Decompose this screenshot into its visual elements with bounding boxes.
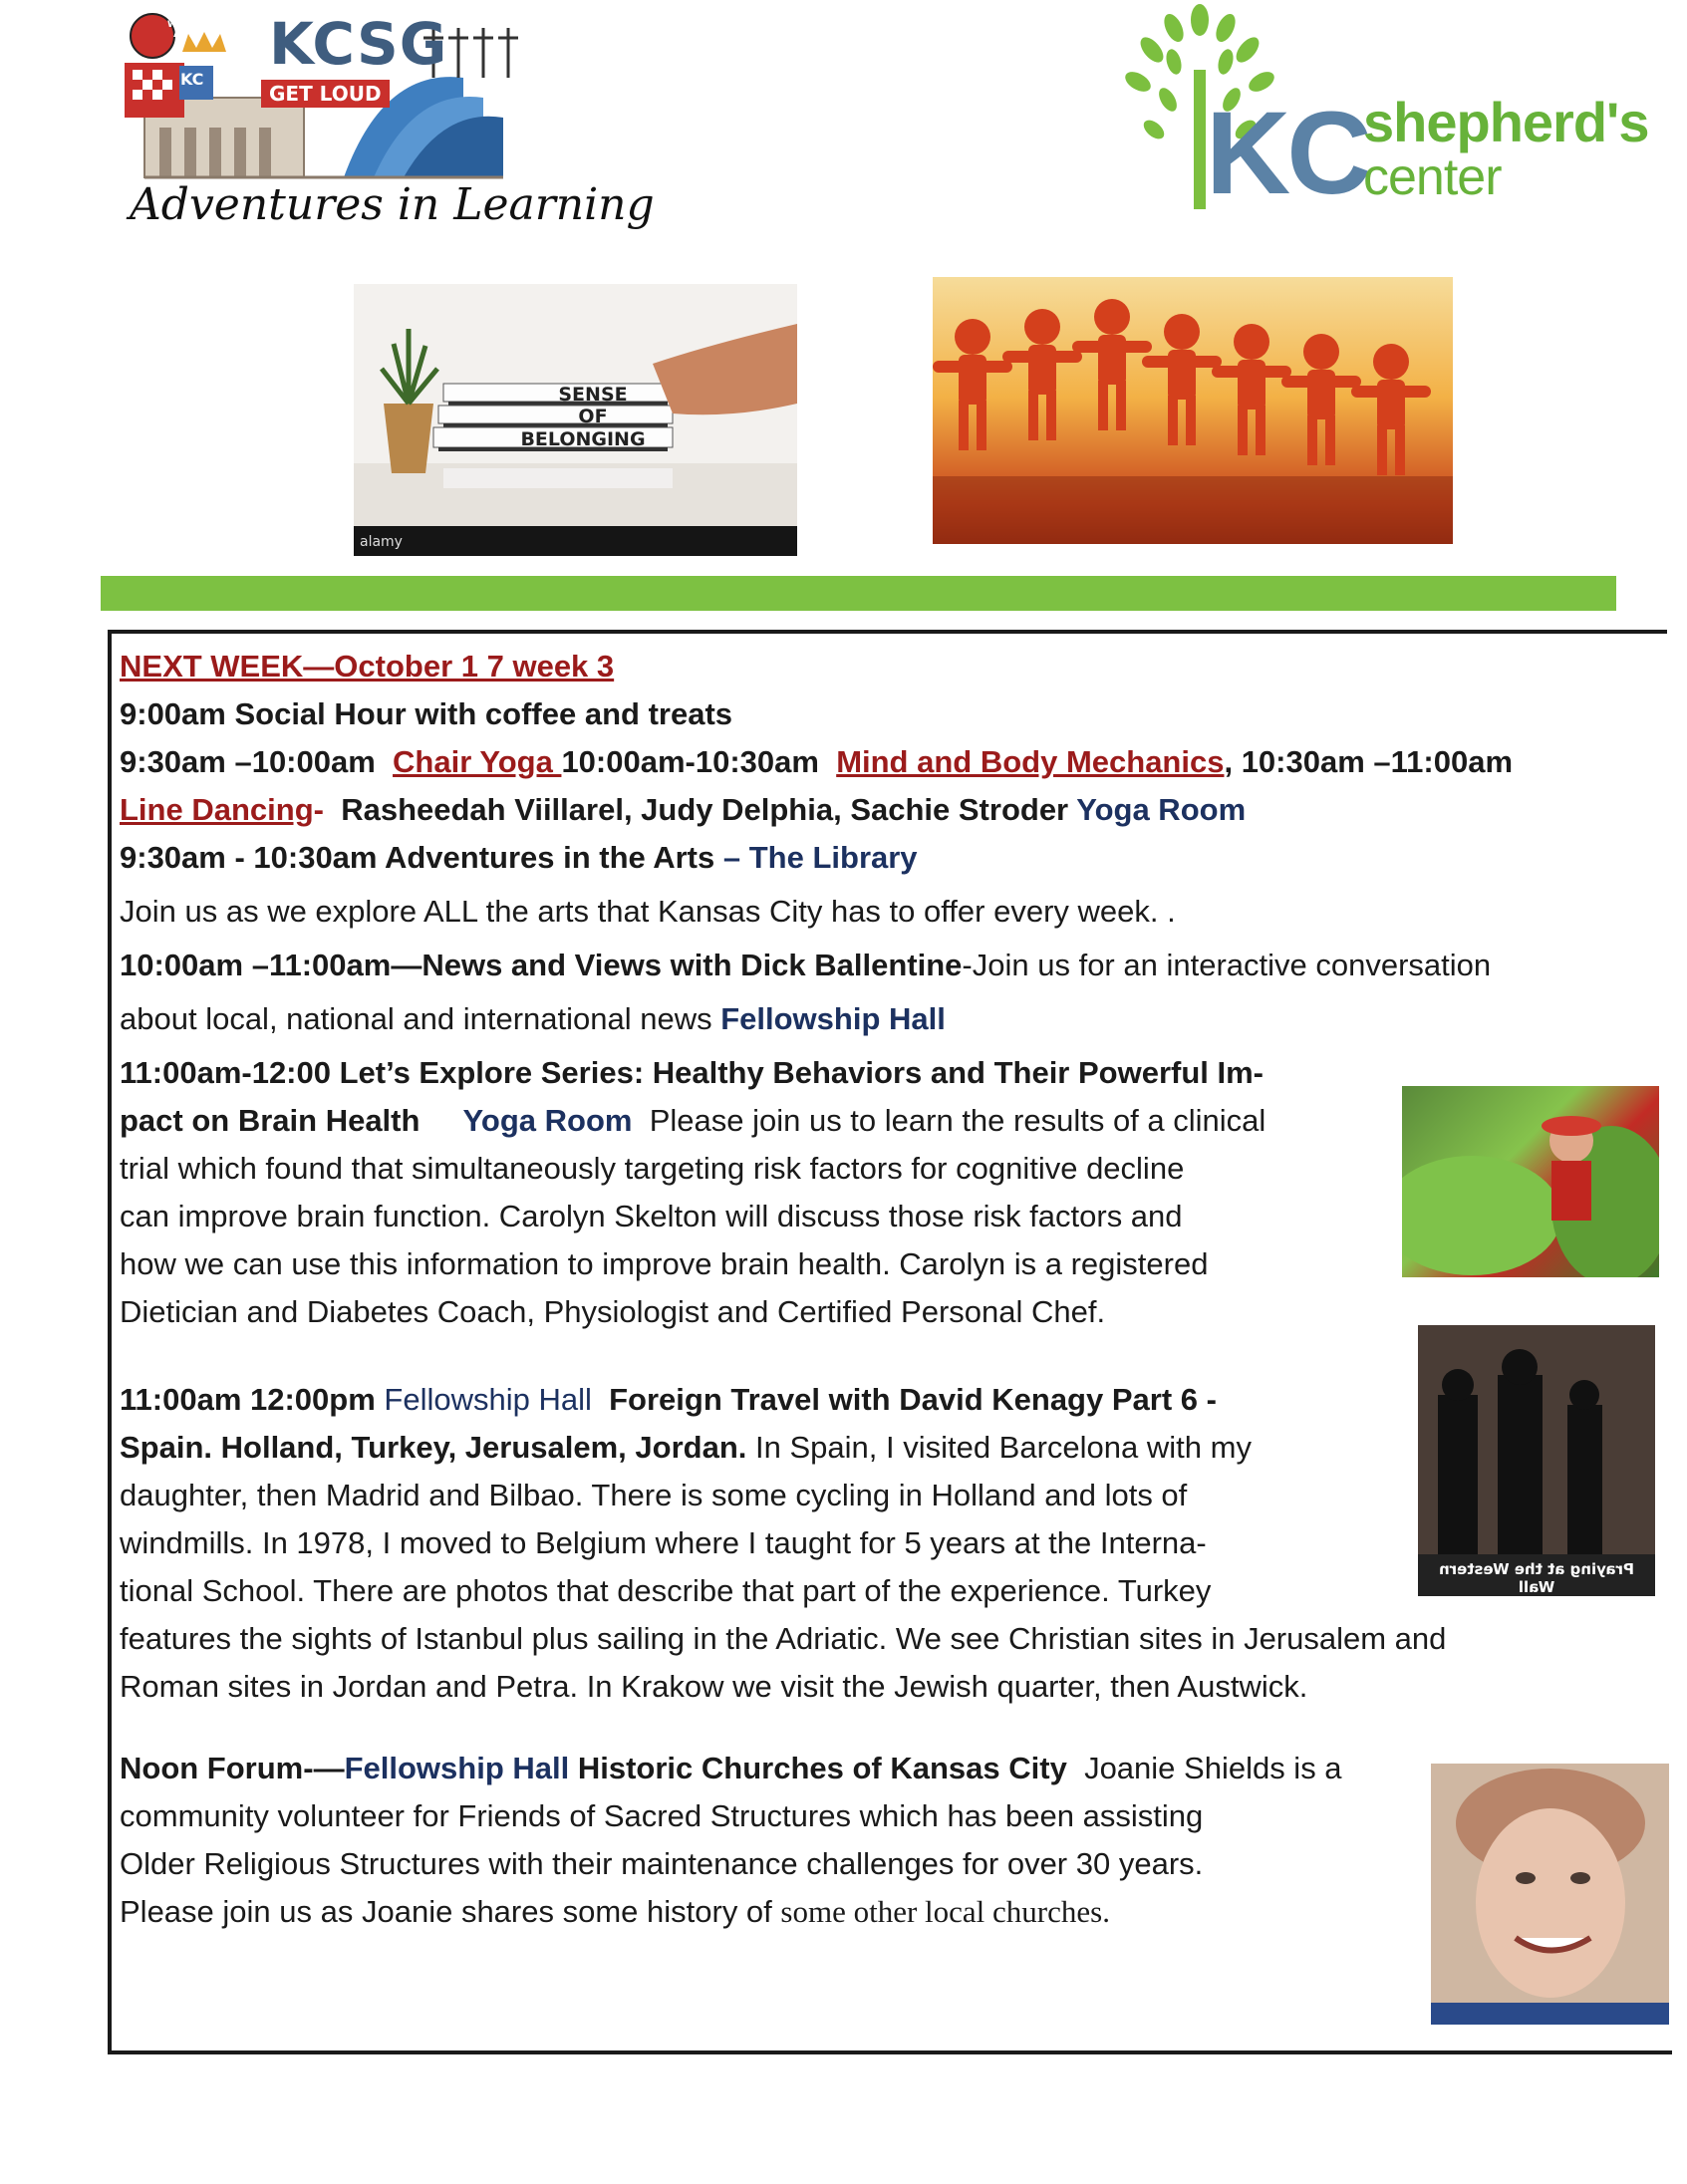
kcsg-title: KCSG (269, 10, 448, 78)
noon-desc-4b: some other local churches. (780, 1894, 1110, 1929)
travel-line-2 (120, 1424, 1252, 1472)
noon-label: Noon Forum-— (120, 1751, 345, 1785)
western-wall-caption: Praying at the Western Wall (1439, 1560, 1634, 1596)
news-location: Fellowship Hall (720, 1001, 946, 1036)
image-watermark: alamy (360, 534, 403, 550)
western-wall-photo (1418, 1325, 1655, 1596)
belonging-line-2: OF (578, 406, 608, 427)
woman-with-plants-photo (1402, 1086, 1659, 1277)
shepherds-center-word: center (1363, 148, 1502, 206)
line-dancing: Line Dancing (120, 792, 314, 827)
brain-desc-3: can improve brain function. Carolyn Skelton will discuss those risk factors and (120, 1199, 1183, 1233)
chair-yoga: Chair Yoga (393, 744, 562, 779)
social-hour: 9:00am Social Hour with coffee and treats (120, 696, 733, 731)
news-title: 10:00am –11:00am—News and Views with Dick Ballentine (120, 948, 963, 982)
travel-desc-3: windmills. In 1978, I moved to Belgium where I taught for 5 years at the Interna- (120, 1525, 1207, 1560)
mind-time: 10:00am-10:30am (561, 744, 819, 779)
joanie-portrait-illustration (1431, 1764, 1669, 2025)
brain-title-1: 11:00am-12:00 Let’s Explore Series: Healthy Behaviors and Their Powerful Im- (120, 1055, 1264, 1090)
kc-badge: KC (180, 70, 204, 89)
noon-title: Historic Churches of Kansas City (577, 1751, 1067, 1785)
yoga-time: 9:30am –10:00am (120, 744, 376, 779)
shepherds-name: shepherd's (1363, 91, 1649, 153)
joanie-shields-photo (1431, 1764, 1669, 2025)
line-dancing-line (120, 786, 1246, 834)
paper-people-illustration (933, 277, 1453, 544)
arts-location: – The Library (722, 840, 918, 875)
news-line-1 (120, 942, 1491, 989)
line-dancing-dash: - (313, 792, 324, 827)
travel-desc-2: daughter, then Madrid and Bilbao. There is some cycling in Holland and lots of (120, 1478, 1188, 1512)
arts-description: Join us as we explore ALL the arts that Kansas City has to offer every week. . (120, 894, 1176, 929)
travel-location: Fellowship Hall (384, 1382, 592, 1417)
belonging-line-3: BELONGING (520, 428, 646, 450)
news-desc-1: -Join us for an interactive conversation (962, 948, 1492, 982)
western-wall-illustration (1418, 1325, 1655, 1596)
noon-line-1 (120, 1745, 1342, 1792)
noon-desc-2: community volunteer for Friends of Sacred Structures which has been assisting (120, 1798, 1204, 1833)
arts-title: 9:30am - 10:30am Adventures in the Arts (120, 840, 715, 875)
yoga-room-location: Yoga Room (1076, 792, 1247, 827)
line-dancing-time: , 10:30am –11:00am (1224, 744, 1514, 779)
news-line-2 (120, 995, 946, 1043)
arts-line (120, 834, 918, 882)
brain-desc-1: Please join us to learn the results of a clinical (649, 1103, 1266, 1138)
noon-desc-3: Older Religious Structures with their maintenance challenges for over 30 years. (120, 1846, 1204, 1881)
mind-body-mechanics: Mind and Body Mechanics (836, 744, 1225, 779)
schedule-box-bottom-border (108, 2050, 1672, 2054)
woman-plants-illustration (1402, 1086, 1659, 1277)
brain-location: Yoga Room (462, 1103, 633, 1138)
noon-desc-4a: Please join us as Joanie shares some history of (120, 1894, 781, 1929)
noon-desc-1: Joanie Shields is a (1084, 1751, 1342, 1785)
travel-desc-6: Roman sites in Jordan and Petra. In Krakow we visit the Jewish quarter, then Austwick. (120, 1669, 1308, 1704)
noon-location: Fellowship Hall (344, 1751, 570, 1785)
instructors: Rasheedah Viillarel, Judy Delphia, Sachie Stroder (341, 792, 1069, 827)
sense-of-belonging-image (354, 284, 797, 556)
travel-desc-4: tional School. There are photos that describe that part of the experience. Turkey (120, 1573, 1212, 1608)
travel-desc-5: features the sights of Istanbul plus sailing in the Adriatic. We see Christian sites in Jerusalem and (120, 1621, 1447, 1656)
belonging-line-1: SENSE (558, 384, 628, 406)
brain-line-2 (120, 1097, 1265, 1145)
travel-line-1 (120, 1376, 1217, 1424)
brain-desc-5: Dietician and Diabetes Coach, Physiologist and Certified Personal Chef. (120, 1294, 1106, 1329)
brain-desc-4: how we can use this information to improve brain health. Carolyn is a registered (120, 1246, 1209, 1281)
brain-desc-2: trial which found that simultaneously targeting risk factors for cognitive decline (120, 1151, 1185, 1186)
noon-line-4 (120, 1888, 1110, 1936)
paper-people-chain-image (933, 277, 1453, 544)
travel-places: Spain. Holland, Turkey, Jerusalem, Jordan. (120, 1430, 747, 1465)
kcsg-script: Adventures in Learning (130, 179, 655, 230)
morning-activities-line (120, 738, 1513, 786)
travel-time: 11:00am 12:00pm (120, 1382, 376, 1417)
news-desc-2: about local, national and international news (120, 1001, 712, 1036)
brain-title-2: pact on Brain Health (120, 1103, 421, 1138)
shepherds-kc: KC (1206, 88, 1368, 219)
travel-title: Foreign Travel with David Kenagy Part 6 - (609, 1382, 1217, 1417)
image-watermark-bar (354, 526, 797, 556)
next-week-heading: NEXT WEEK—October 1 7 week 3 (120, 649, 615, 683)
travel-desc-1: In Spain, I visited Barcelona with my (755, 1430, 1252, 1465)
green-divider (101, 576, 1616, 611)
kcsg-tagline: GET LOUD (261, 80, 390, 108)
western-auto-sign: WESTERN AUTO (167, 20, 217, 40)
